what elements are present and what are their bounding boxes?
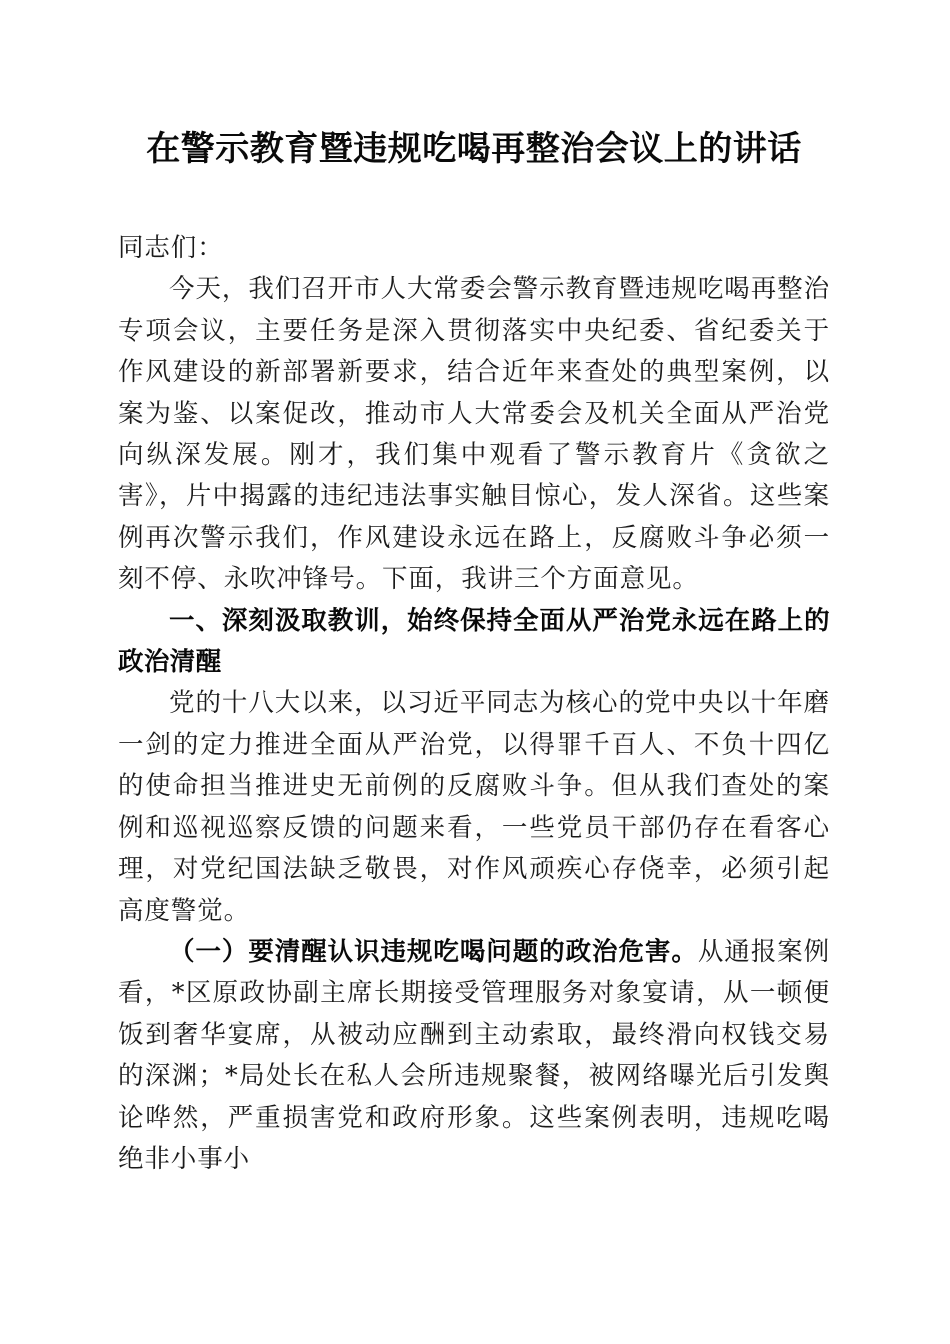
paragraph-subsection-1-1 [118,932,830,1180]
subsection-body-text: 从通报案例看，*区原政协副主席长期接受管理服务对象宴请，从一顿便饭到奢华宴席，从被动应酬到主动索取，最终滑向权钱交易的深渊；*局处长在私人会所违规聚餐，被网络曝光后引发舆论哗然，严重损害党和政府形象。这些案例表明，违规吃喝绝非小事小 [118,936,830,1174]
subsection-lead-label: （一）要清醒认识违规吃喝问题的政治危害。 [169,936,698,967]
document-body [118,228,830,1180]
page-title: 在警示教育暨违规吃喝再整治会议上的讲话 [146,129,802,169]
paragraph-section1-intro: 党的十八大以来，以习近平同志为核心的党中央以十年磨一剑的定力推进全面从严治党，以得罪千百人、不负十四亿的使命担当推进史无前例的反腐败斗争。但从我们查处的案例和巡视巡察反馈的问题来看，一些党员干部仍存在看客心理，对党纪国法缺乏敬畏，对作风顽疾心存侥幸，必须引起高度警觉。 [118,688,830,926]
paragraph-opening: 今天，我们召开市人大常委会警示教育暨违规吃喝再整治专项会议，主要任务是深入贯彻落实中央纪委、省纪委关于作风建设的新部署新要求，结合近年来查处的典型案例，以案为鉴、以案促改，推动市人大常委会及机关全面从严治党向纵深发展。刚才，我们集中观看了警示教育片《贪欲之害》，片中揭露的违纪违法事实触目惊心，发人深省。这些案例再次警示我们，作风建设永远在路上，反腐败斗争必须一刻不停、永吹冲锋号。下面，我讲三个方面意见。 [118,274,830,595]
salutation: 同志们： [118,233,224,263]
section-heading-1: 一、深刻汲取教训，始终保持全面从严治党永远在路上的政治清醒 [118,605,830,678]
